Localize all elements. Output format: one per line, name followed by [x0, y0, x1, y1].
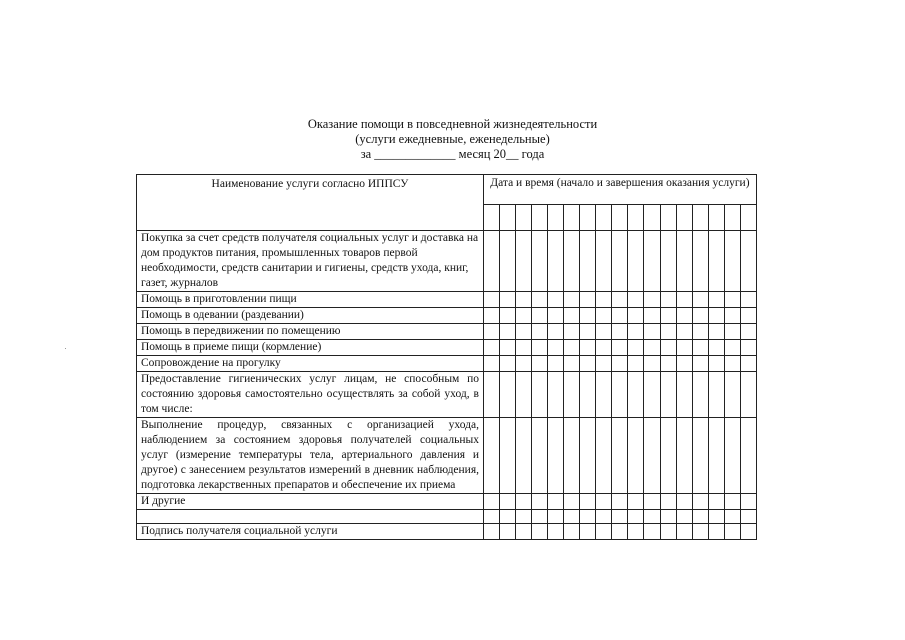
service-date-cell[interactable]: [548, 340, 564, 356]
table-header-row: [137, 175, 757, 205]
service-date-cell[interactable]: [580, 494, 596, 510]
service-date-cell[interactable]: [532, 231, 548, 292]
service-date-cell[interactable]: [516, 494, 532, 510]
service-date-cell[interactable]: [660, 231, 676, 292]
heading-title: Оказание помощи в повседневной жизнедеятельности: [307, 117, 598, 131]
service-date-cell[interactable]: [724, 231, 740, 292]
service-date-cell[interactable]: [564, 292, 580, 308]
service-date-cell[interactable]: [740, 340, 756, 356]
service-row: [137, 308, 757, 324]
service-date-cell[interactable]: [692, 418, 708, 494]
service-date-cell[interactable]: [612, 494, 628, 510]
service-date-cell[interactable]: [596, 231, 612, 292]
service-date-cell[interactable]: [564, 372, 580, 418]
heading-period: за _____________ месяц 20__ года: [360, 147, 545, 161]
service-date-cell[interactable]: [740, 308, 756, 324]
service-date-cell[interactable]: [628, 372, 644, 418]
service-date-cell[interactable]: [596, 418, 612, 494]
date-entry-cell[interactable]: [692, 205, 708, 231]
service-date-cell[interactable]: [564, 340, 580, 356]
service-date-cell[interactable]: [516, 356, 532, 372]
service-date-cell[interactable]: [692, 231, 708, 292]
service-date-cell[interactable]: [612, 292, 628, 308]
service-date-cell[interactable]: [516, 418, 532, 494]
service-date-cell[interactable]: [740, 372, 756, 418]
service-date-cell[interactable]: [644, 524, 660, 540]
service-date-cell[interactable]: [580, 292, 596, 308]
service-date-cell[interactable]: [532, 418, 548, 494]
service-date-cell[interactable]: [628, 308, 644, 324]
heading-subtitle: (услуги ежедневные, еженедельные): [355, 132, 550, 146]
service-date-cell[interactable]: [692, 356, 708, 372]
service-name-cell: Помощь в приготовлении пищи: [137, 292, 484, 308]
date-entry-cell[interactable]: [644, 205, 660, 231]
service-date-cell[interactable]: [564, 524, 580, 540]
service-date-cell[interactable]: [532, 292, 548, 308]
service-date-cell[interactable]: [484, 372, 500, 418]
service-date-cell[interactable]: [660, 340, 676, 356]
service-date-cell[interactable]: [692, 510, 708, 524]
service-name-cell: Предоставление гигиенических услуг лицам, не способным по состоянию здоровья самостоятельно осуществлять за собой уход, в том числе:: [137, 372, 484, 418]
service-date-cell[interactable]: [596, 372, 612, 418]
service-date-cell[interactable]: [500, 356, 516, 372]
service-date-cell[interactable]: [724, 524, 740, 540]
service-row: [137, 340, 757, 356]
service-date-cell[interactable]: [580, 231, 596, 292]
service-date-cell[interactable]: [628, 340, 644, 356]
service-row: [137, 231, 757, 292]
service-date-cell[interactable]: [660, 418, 676, 494]
service-date-cell[interactable]: [580, 340, 596, 356]
service-date-cell[interactable]: [484, 231, 500, 292]
service-date-cell[interactable]: [708, 324, 724, 340]
service-date-cell[interactable]: [596, 524, 612, 540]
service-date-cell[interactable]: [500, 372, 516, 418]
date-entry-cell[interactable]: [516, 205, 532, 231]
service-date-cell[interactable]: [612, 418, 628, 494]
service-date-cell[interactable]: [708, 292, 724, 308]
service-date-cell[interactable]: [740, 356, 756, 372]
service-date-cell[interactable]: [660, 308, 676, 324]
service-date-cell[interactable]: [500, 231, 516, 292]
service-date-cell[interactable]: [548, 324, 564, 340]
service-date-cell[interactable]: [628, 418, 644, 494]
service-date-cell[interactable]: [500, 510, 516, 524]
service-date-cell[interactable]: [596, 494, 612, 510]
service-date-cell[interactable]: [580, 324, 596, 340]
service-date-cell[interactable]: [548, 231, 564, 292]
service-date-cell[interactable]: [564, 231, 580, 292]
service-date-cell[interactable]: [692, 308, 708, 324]
service-date-cell[interactable]: [708, 308, 724, 324]
service-name-header: Наименование услуги согласно ИППСУ: [137, 175, 484, 231]
form-heading: [0, 117, 905, 162]
service-log-table: [136, 174, 757, 540]
service-date-cell[interactable]: [612, 308, 628, 324]
service-date-cell[interactable]: [564, 324, 580, 340]
service-date-cell[interactable]: [484, 356, 500, 372]
service-row: [137, 494, 757, 510]
service-date-cell[interactable]: [644, 231, 660, 292]
service-date-cell[interactable]: [692, 524, 708, 540]
service-date-cell[interactable]: [740, 324, 756, 340]
service-date-cell[interactable]: [660, 510, 676, 524]
service-date-cell[interactable]: [612, 510, 628, 524]
service-date-cell[interactable]: [708, 231, 724, 292]
service-date-cell[interactable]: [724, 356, 740, 372]
service-date-cell[interactable]: [548, 494, 564, 510]
service-date-cell[interactable]: [628, 231, 644, 292]
service-date-cell[interactable]: [676, 231, 692, 292]
service-date-cell[interactable]: [676, 510, 692, 524]
service-date-cell[interactable]: [628, 494, 644, 510]
service-date-cell[interactable]: [516, 524, 532, 540]
service-date-cell[interactable]: [516, 308, 532, 324]
service-date-cell[interactable]: [500, 324, 516, 340]
service-date-cell[interactable]: [548, 510, 564, 524]
service-date-cell[interactable]: [644, 324, 660, 340]
service-row: [137, 510, 757, 524]
service-date-cell[interactable]: [564, 418, 580, 494]
service-date-cell[interactable]: [580, 510, 596, 524]
service-date-cell[interactable]: [660, 356, 676, 372]
service-date-cell[interactable]: [644, 308, 660, 324]
service-date-cell[interactable]: [628, 324, 644, 340]
service-date-cell[interactable]: [660, 372, 676, 418]
service-date-cell[interactable]: [548, 292, 564, 308]
service-date-cell[interactable]: [564, 308, 580, 324]
service-date-cell[interactable]: [708, 494, 724, 510]
date-entry-cell[interactable]: [724, 205, 740, 231]
service-date-cell[interactable]: [644, 356, 660, 372]
service-date-cell[interactable]: [628, 510, 644, 524]
date-entry-cell[interactable]: [500, 205, 516, 231]
service-date-cell[interactable]: [692, 324, 708, 340]
service-date-cell[interactable]: [516, 340, 532, 356]
service-date-cell[interactable]: [740, 524, 756, 540]
date-entry-cell[interactable]: [484, 205, 500, 231]
service-date-cell[interactable]: [724, 372, 740, 418]
date-entry-cell[interactable]: [628, 205, 644, 231]
service-date-cell[interactable]: [628, 292, 644, 308]
service-date-cell[interactable]: [596, 324, 612, 340]
service-date-cell[interactable]: [484, 340, 500, 356]
service-date-cell[interactable]: [580, 372, 596, 418]
service-name-cell: Выполнение процедур, связанных с организацией ухода, наблюдением за состоянием здоровья получателей социальных услуг (измерение температуры тела, артериального давления и другое) с занесением результатов измерений в дневник наблюдения, подготовка лекарственных препаратов и обеспечение их приема: [137, 418, 484, 494]
service-name-cell: Сопровождение на прогулку: [137, 356, 484, 372]
date-entry-cell[interactable]: [740, 205, 756, 231]
service-name-cell: Покупка за счет средств получателя социальных услуг и доставка на дом продуктов питания, промышленных товаров первой необходимости, средств санитарии и гигиены, средств ухода, книг, газет, журналов: [137, 231, 484, 292]
service-date-cell[interactable]: [676, 292, 692, 308]
date-entry-cell[interactable]: [532, 205, 548, 231]
service-date-cell[interactable]: [644, 510, 660, 524]
service-date-cell[interactable]: [596, 308, 612, 324]
service-date-cell[interactable]: [580, 308, 596, 324]
service-name-cell: И другие: [137, 494, 484, 510]
date-entry-cell[interactable]: [708, 205, 724, 231]
service-date-cell[interactable]: [532, 356, 548, 372]
service-row: [137, 372, 757, 418]
date-entry-cell[interactable]: [612, 205, 628, 231]
service-date-cell[interactable]: [740, 510, 756, 524]
service-date-cell[interactable]: [532, 340, 548, 356]
service-date-cell[interactable]: [612, 372, 628, 418]
service-date-cell[interactable]: [516, 372, 532, 418]
service-date-cell[interactable]: [612, 524, 628, 540]
date-entry-cell[interactable]: [660, 205, 676, 231]
service-name-cell: Помощь в передвижении по помещению: [137, 324, 484, 340]
service-row: [137, 292, 757, 308]
service-date-cell[interactable]: [644, 372, 660, 418]
service-date-cell[interactable]: [708, 510, 724, 524]
service-date-cell[interactable]: [724, 510, 740, 524]
service-date-cell[interactable]: [724, 494, 740, 510]
service-date-cell[interactable]: [484, 418, 500, 494]
service-date-cell[interactable]: [548, 308, 564, 324]
service-date-cell[interactable]: [548, 418, 564, 494]
service-date-cell[interactable]: [548, 356, 564, 372]
service-date-cell[interactable]: [628, 524, 644, 540]
service-date-cell[interactable]: [676, 340, 692, 356]
service-date-cell[interactable]: [532, 510, 548, 524]
service-date-cell[interactable]: [660, 324, 676, 340]
service-date-cell[interactable]: [724, 340, 740, 356]
service-date-cell[interactable]: [516, 292, 532, 308]
service-date-cell[interactable]: [740, 292, 756, 308]
service-date-cell[interactable]: [484, 308, 500, 324]
service-date-cell[interactable]: [724, 418, 740, 494]
service-date-cell[interactable]: [644, 494, 660, 510]
service-date-cell[interactable]: [660, 494, 676, 510]
service-date-cell[interactable]: [692, 372, 708, 418]
service-date-cell[interactable]: [628, 356, 644, 372]
date-entry-cell[interactable]: [596, 205, 612, 231]
date-time-header: Дата и время (начало и завершения оказания услуги): [484, 175, 757, 205]
service-date-cell[interactable]: [532, 524, 548, 540]
date-entry-cell[interactable]: [548, 205, 564, 231]
service-date-cell[interactable]: [644, 292, 660, 308]
service-date-cell[interactable]: [612, 324, 628, 340]
service-date-cell[interactable]: [708, 524, 724, 540]
service-date-cell[interactable]: [532, 494, 548, 510]
service-date-cell[interactable]: [676, 524, 692, 540]
service-date-cell[interactable]: [500, 308, 516, 324]
service-date-cell[interactable]: [596, 356, 612, 372]
service-date-cell[interactable]: [500, 494, 516, 510]
service-date-cell[interactable]: [580, 524, 596, 540]
service-name-cell: Подпись получателя социальной услуги: [137, 524, 484, 540]
service-date-cell[interactable]: [740, 231, 756, 292]
service-date-cell[interactable]: [596, 292, 612, 308]
service-row: [137, 324, 757, 340]
service-date-cell[interactable]: [644, 340, 660, 356]
service-date-cell[interactable]: [500, 292, 516, 308]
date-entry-cell[interactable]: [580, 205, 596, 231]
date-entry-cell[interactable]: [676, 205, 692, 231]
service-date-cell[interactable]: [708, 418, 724, 494]
service-date-cell[interactable]: [676, 494, 692, 510]
service-date-cell[interactable]: [516, 324, 532, 340]
service-date-cell[interactable]: [676, 324, 692, 340]
service-date-cell[interactable]: [532, 308, 548, 324]
service-date-cell[interactable]: [740, 418, 756, 494]
service-date-cell[interactable]: [548, 524, 564, 540]
scan-speck: [65, 348, 66, 349]
service-date-cell[interactable]: [500, 418, 516, 494]
service-date-cell[interactable]: [484, 524, 500, 540]
service-date-cell[interactable]: [532, 324, 548, 340]
service-name-cell: [137, 510, 484, 524]
service-date-cell[interactable]: [516, 231, 532, 292]
service-row: [137, 356, 757, 372]
service-date-cell[interactable]: [660, 292, 676, 308]
service-date-cell[interactable]: [692, 292, 708, 308]
service-date-cell[interactable]: [484, 510, 500, 524]
service-date-cell[interactable]: [564, 494, 580, 510]
service-date-cell[interactable]: [596, 510, 612, 524]
service-date-cell[interactable]: [676, 308, 692, 324]
service-date-cell[interactable]: [692, 494, 708, 510]
service-date-cell[interactable]: [644, 418, 660, 494]
service-date-cell[interactable]: [580, 356, 596, 372]
service-date-cell[interactable]: [564, 510, 580, 524]
service-date-cell[interactable]: [484, 292, 500, 308]
service-date-cell[interactable]: [740, 494, 756, 510]
service-date-cell[interactable]: [500, 340, 516, 356]
service-date-cell[interactable]: [724, 324, 740, 340]
service-date-cell[interactable]: [692, 340, 708, 356]
service-date-cell[interactable]: [500, 524, 516, 540]
service-date-cell[interactable]: [612, 340, 628, 356]
service-date-cell[interactable]: [708, 340, 724, 356]
service-date-cell[interactable]: [484, 324, 500, 340]
service-date-cell[interactable]: [676, 372, 692, 418]
service-date-cell[interactable]: [516, 510, 532, 524]
service-date-cell[interactable]: [532, 372, 548, 418]
service-date-cell[interactable]: [660, 524, 676, 540]
service-name-cell: Помощь в одевании (раздевании): [137, 308, 484, 324]
service-date-cell[interactable]: [596, 340, 612, 356]
service-date-cell[interactable]: [676, 356, 692, 372]
service-date-cell[interactable]: [676, 418, 692, 494]
service-date-cell[interactable]: [484, 494, 500, 510]
service-date-cell[interactable]: [548, 372, 564, 418]
service-date-cell[interactable]: [612, 356, 628, 372]
service-row: [137, 418, 757, 494]
date-entry-cell[interactable]: [564, 205, 580, 231]
service-date-cell[interactable]: [580, 418, 596, 494]
service-row: [137, 524, 757, 540]
service-date-cell[interactable]: [724, 292, 740, 308]
service-date-cell[interactable]: [708, 356, 724, 372]
service-date-cell[interactable]: [724, 308, 740, 324]
service-name-cell: Помощь в приеме пищи (кормление): [137, 340, 484, 356]
service-date-cell[interactable]: [564, 356, 580, 372]
service-date-cell[interactable]: [612, 231, 628, 292]
service-date-cell[interactable]: [708, 372, 724, 418]
